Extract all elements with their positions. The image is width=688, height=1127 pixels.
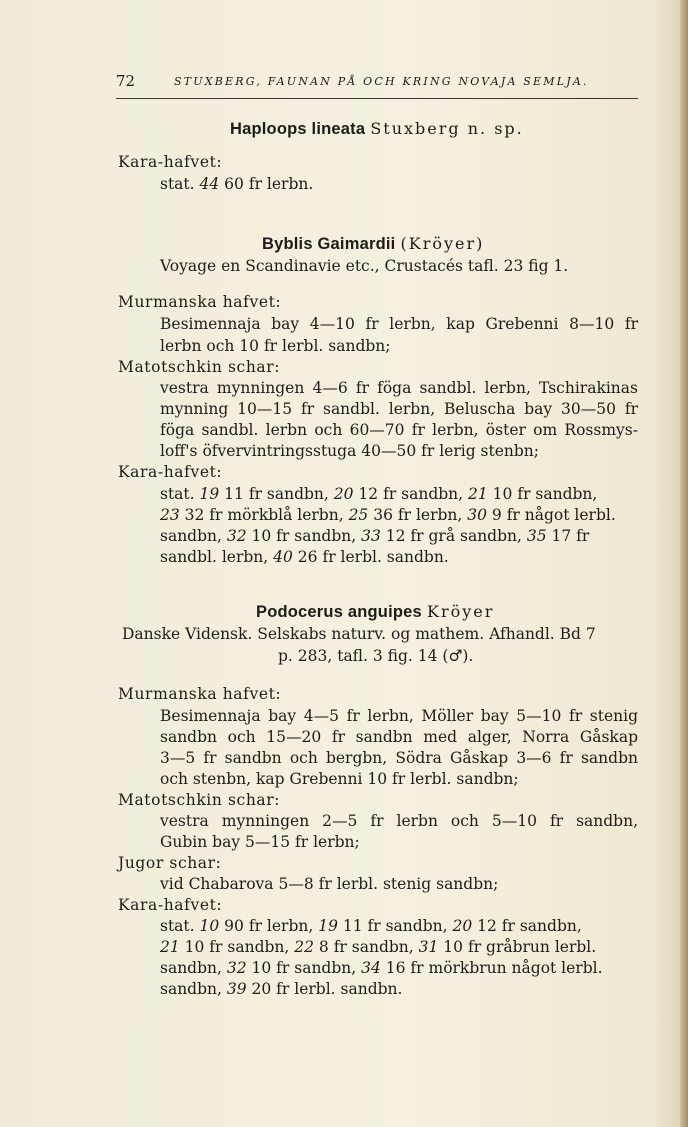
record-line: sandbn, 32 10 fr sandbn, 33 12 fr grå sandbn, 35 17 fr [160,527,590,545]
species-author: (Kröyer) [400,234,485,253]
record-line: stat. 19 11 fr sandbn, 20 12 fr sandbn, 21 10 fr sandbn, [160,485,598,503]
record-line: loff's öfvervintringsstuga 40—50 fr lerig stenbn; [160,442,540,460]
record-line: sandbn och 15—20 fr sandbn med alger, Norra Gåskap [160,728,638,746]
species-author: Kröyer [426,602,495,621]
reference-line: Voyage en Scandinavie etc., Crustacés tafl. 23 fig 1. [160,257,569,275]
locality-label: Matotschkin schar: [118,791,281,809]
species-heading-byblis [262,233,484,255]
page-edge [680,0,688,1127]
header-rule [116,98,638,99]
running-header [116,72,638,92]
species-name: Byblis Gaimardii [262,235,396,253]
running-title: STUXBERG, FAUNAN PÅ OCH KRING NOVAJA SEMLJA. [174,75,589,88]
record-line: och stenbn, kap Grebenni 10 fr lerbl. sandbn; [160,770,519,788]
record-line: stat. 44 60 fr lerbn. [160,175,314,193]
record-line: föga sandbl. lerbn och 60—70 fr lerbn, öster om Rossmys- [160,421,638,439]
species-name: Haploops lineata [230,120,366,138]
record-line: mynning 10—15 fr sandbl. lerbn, Beluscha bay 30—50 fr [160,400,638,418]
record-line: Gubin bay 5—15 fr lerbn; [160,833,360,851]
record-line: sandbn, 39 20 fr lerbl. sandbn. [160,980,403,998]
record-line: sandbn, 32 10 fr sandbn, 34 16 fr mörkbrun något lerbl. [160,959,603,977]
record-line: 21 10 fr sandbn, 22 8 fr sandbn, 31 10 fr gråbrun lerbl. [160,938,597,956]
locality-label: Kara-hafvet: [118,463,223,481]
reference-line: Danske Vidensk. Selskabs naturv. og mathem. Afhandl. Bd 7 [122,625,596,643]
record-line: Besimennaja bay 4—5 fr lerbn, Möller bay 5—10 fr stenig [160,707,638,725]
record-line: vid Chabarova 5—8 fr lerbl. stenig sandbn; [160,875,499,893]
species-name: Podocerus anguipes [256,603,422,621]
species-heading-podocerus [256,601,494,623]
locality-label: Murmanska hafvet: [118,685,282,703]
species-heading-haploops [230,118,524,140]
record-line: lerbn och 10 fr lerbl. sandbn; [160,337,391,355]
record-line: stat. 10 90 fr lerbn, 19 11 fr sandbn, 20 12 fr sandbn, [160,917,582,935]
record-line: 3—5 fr sandbn och bergbn, Södra Gåskap 3—6 fr sandbn [160,749,638,767]
record-line: sandbl. lerbn, 40 26 fr lerbl. sandbn. [160,548,449,566]
reference-line: p. 283, tafl. 3 fig. 14 (♂). [278,647,474,665]
record-line: vestra mynningen 2—5 fr lerbn och 5—10 fr sandbn, [160,812,638,830]
locality-label: Murmanska hafvet: [118,293,282,311]
record-line: 23 32 fr mörkblå lerbn, 25 36 fr lerbn, 30 9 fr något lerbl. [160,506,616,524]
record-line: vestra mynningen 4—6 fr föga sandbl. lerbn, Tschirakinas [160,379,638,397]
species-author: Stuxberg n. sp. [370,119,524,138]
locality-label: Jugor schar: [118,854,222,872]
page-number: 72 [116,72,136,90]
locality-label: Kara-hafvet: [118,153,223,171]
record-line: Besimennaja bay 4—10 fr lerbn, kap Grebenni 8—10 fr [160,315,638,333]
locality-label: Kara-hafvet: [118,896,223,914]
locality-label: Matotschkin schar: [118,358,281,376]
